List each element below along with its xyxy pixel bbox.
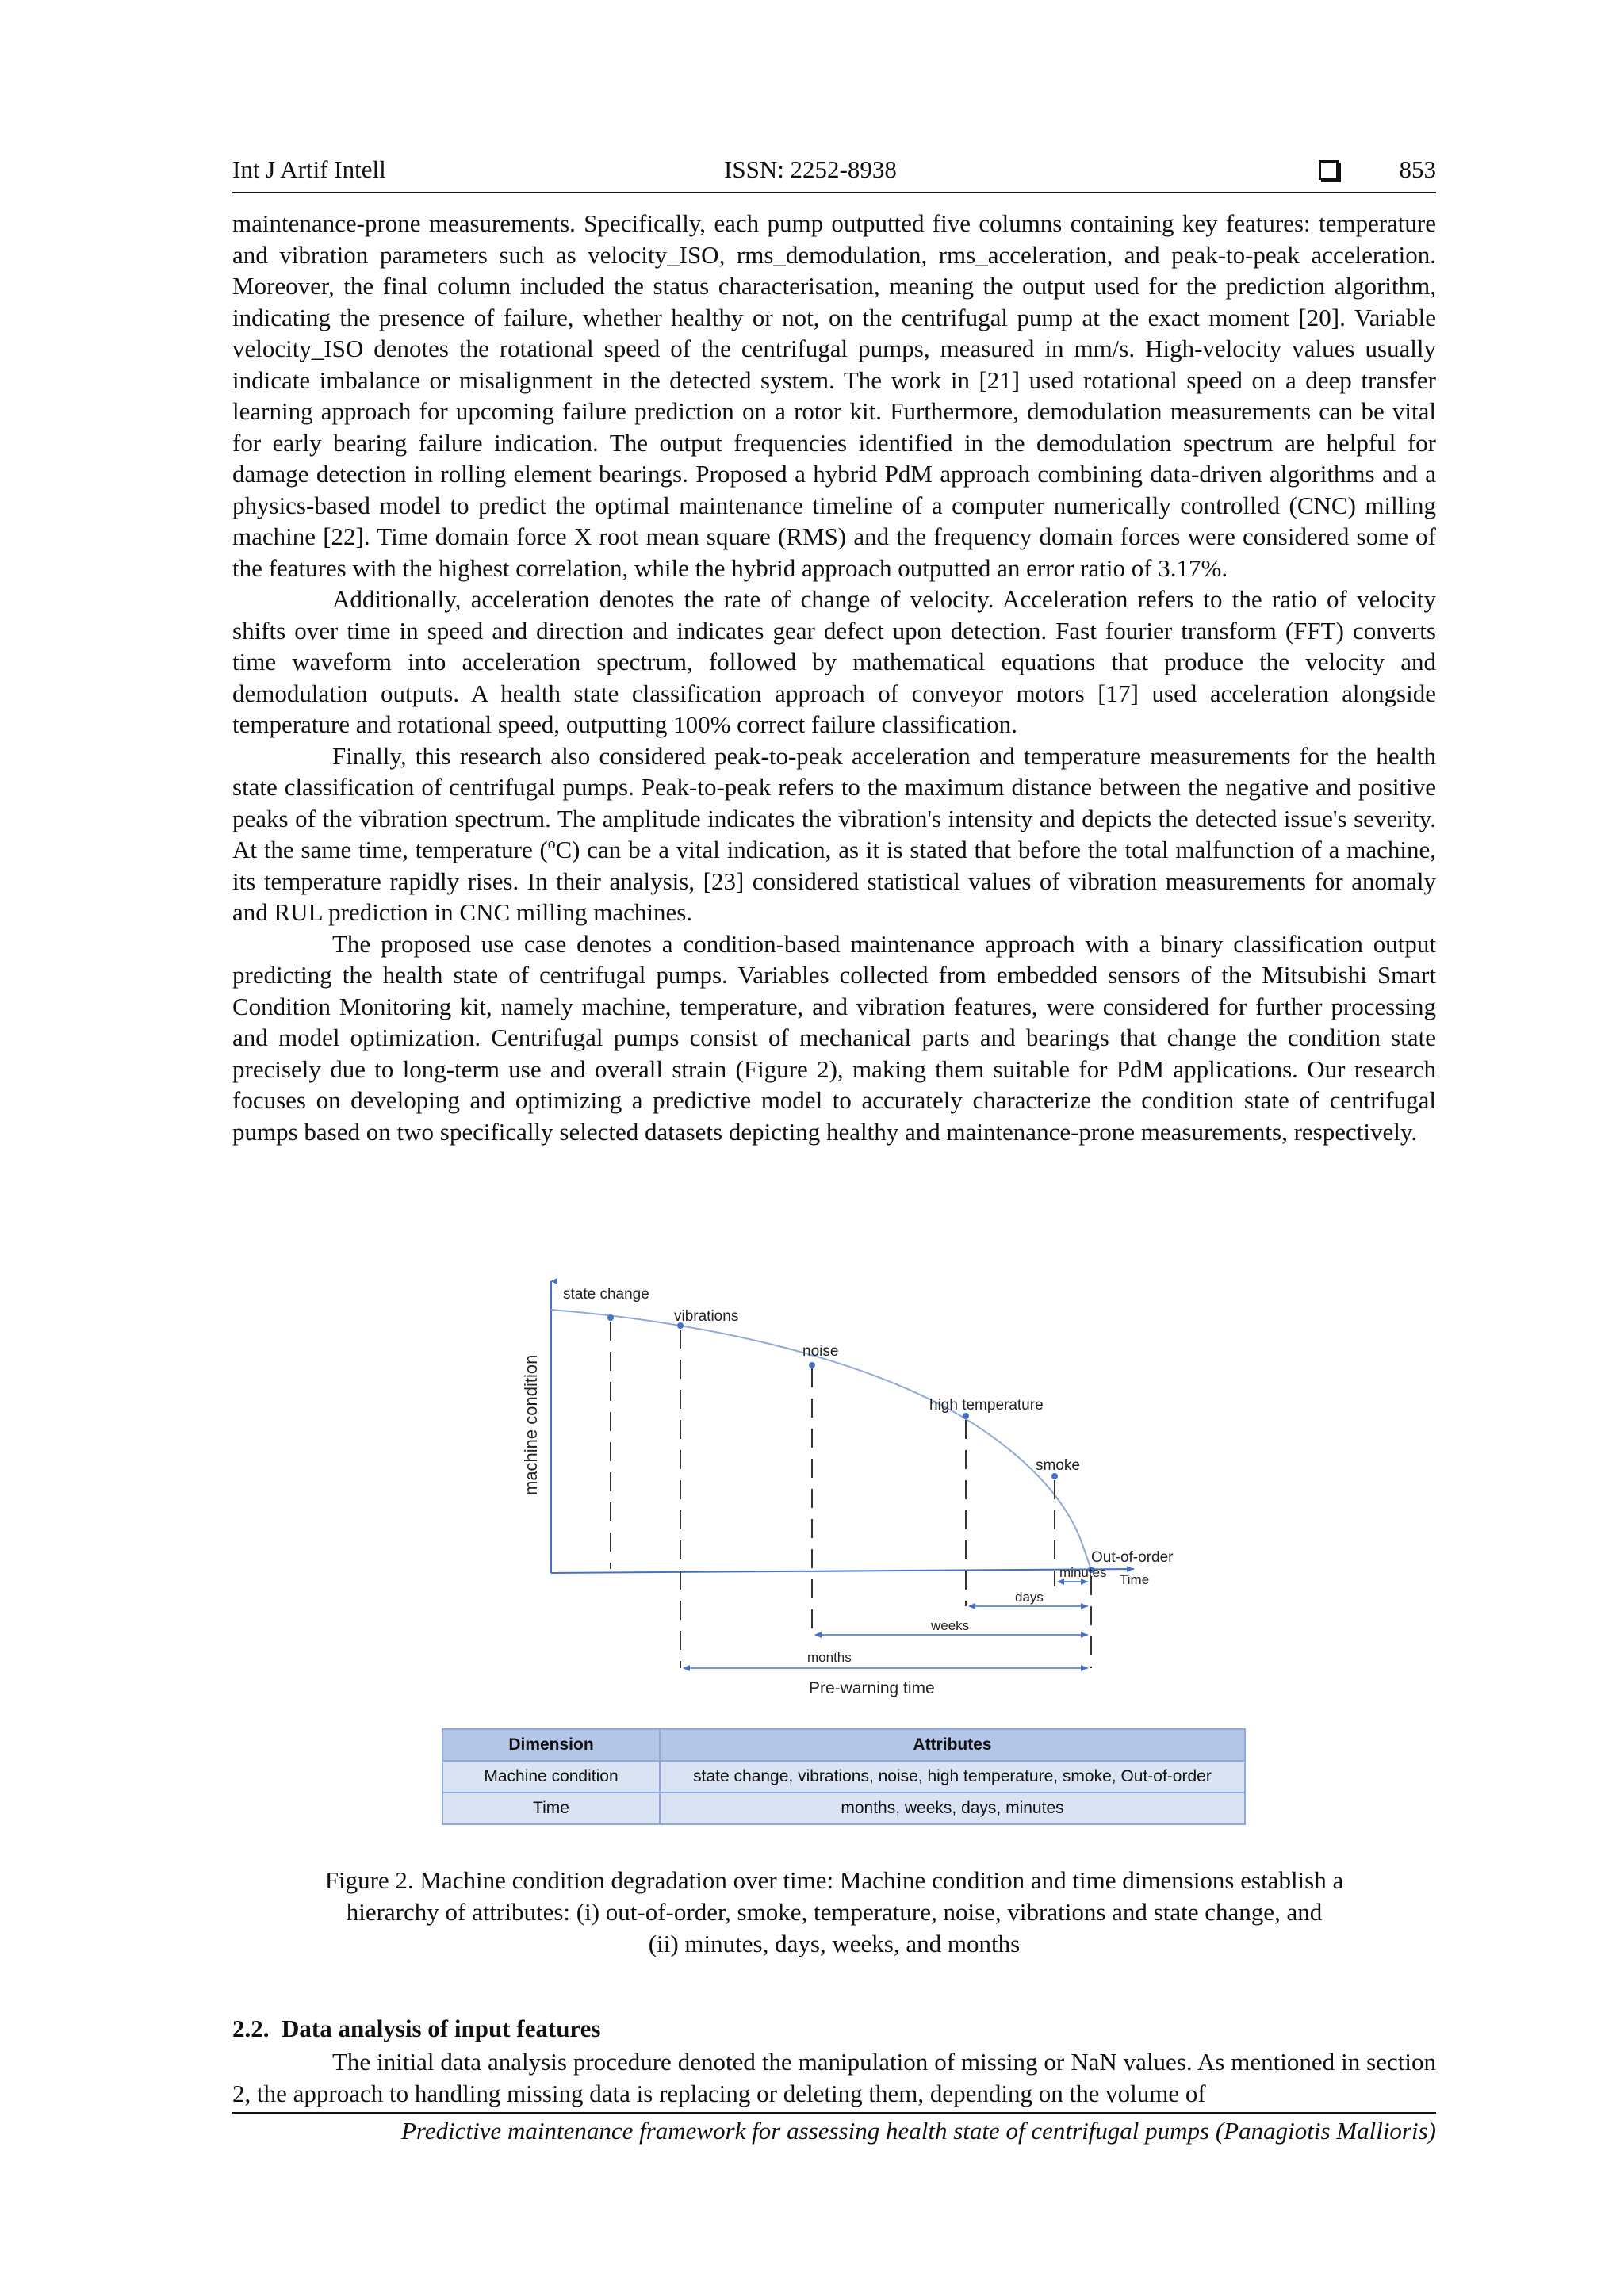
page-number: 853 [1399,155,1436,183]
label-out-of-order: Out-of-order [1091,1549,1174,1566]
paragraph-2: Additionally, acceleration denotes the rate of change of velocity. Acceleration refers to the ratio of velocity shifts over time in speed and direction and indicates gear defect upon detection. Fast fourier transform (FFT) converts time waveform into acceleration spectrum, followed by mathematical equations that produce the velocity and demodulation outputs. A health state classification approach of conveyor motors [17] used acceleration alongside temperature and rotational speed, outputting 100% correct failure classification. [232,585,1436,738]
running-header [232,155,1436,193]
paragraph-1: maintenance-prone measurements. Specifically, each pump outputted five columns containing key features: temperature and vibration parameters such as velocity_ISO, rms_demodulation, rms_acceleration, and peak-to-peak acceleration. Moreover, the final column included the status characterisation, meaning the output used for the prediction algorithm, indicating the presence of failure, whether healthy or not, on the centrifugal pump at the exact moment [20]. Variable velocity_ISO denotes the rotational speed of the centrifugal pumps, measured in mm/s. High-velocity values usually indicate imbalance or misalignment in the detected system. The work in [21] used rotational speed on a deep transfer learning approach for upcoming failure prediction on a rotor kit. Furthermore, demodulation measurements can be vital for early bearing failure indication. The output frequencies identified in the demodulation spectrum are helpful for damage detection in rolling element bearings. Proposed a hybrid PdM approach combining data-driven algorithms and a physics-based model to predict the optimal maintenance timeline of a computer numerically controlled (CNC) milling machine [22]. Time domain force X root mean square (RMS) and the frequency domain forces were considered some of the features with the highest correlation, while the hybrid approach outputted an error ratio of 3.17%. [232,209,1436,582]
caption-line: hierarchy of attributes: (i) out-of-order, smoke, temperature, noise, vibrations and state change, and [346,1898,1323,1926]
section-heading: 2.2. Data analysis of input features [232,2015,601,2042]
label-high-temperature: high temperature [929,1397,1044,1414]
table-cell: months, weeks, days, minutes [660,1793,1245,1824]
square-bullet-icon [1319,160,1339,180]
label-state-change: state change [563,1286,649,1303]
journal-name: Int J Artif Intell [232,155,386,183]
table-cell: state change, vibrations, noise, high temperature, smoke, Out-of-order [660,1761,1245,1793]
issn: ISSN: 2252-8938 [724,155,897,183]
section-body [232,2046,1436,2109]
label-smoke: smoke [1036,1457,1080,1474]
x-axis-label: Time [1120,1572,1150,1587]
caption-line: Figure 2. Machine condition degradation over time: Machine condition and time dimensions establish a [324,1866,1344,1894]
paragraph-4: The proposed use case denotes a condition-based maintenance approach with a binary classification output predicting the health state of centrifugal pumps. Variables collected from embedded sensors of the Mitsubishi Smart Condition Monitoring kit, namely machine, temperature, and vibration features, were considered for further processing and model optimization. Centrifugal pumps consist of mechanical parts and bearings that change the condition state precisely due to long-term use and overall strain (Figure 2), making them suitable for PdM applications. Our research focuses on developing and optimizing a predictive model to accurately characterize the condition state of centrifugal pumps based on two specifically selected datasets depicting healthy and maintenance-prone measurements, respectively. [232,929,1436,1146]
figure-caption [232,1865,1436,1960]
table-header-cell: Dimension [442,1729,660,1761]
table-header-row [442,1729,1245,1761]
attributes-table [442,1728,1246,1825]
table-header-cell: Attributes [660,1729,1245,1761]
point-smoke [1051,1473,1058,1479]
point-noise [809,1362,815,1368]
point-state-change [607,1314,614,1321]
body-text [232,208,1436,1147]
figure-degradation-diagram [508,1265,1221,1709]
x-axis [551,1569,1134,1573]
section-paragraph: The initial data analysis procedure denoted the manipulation of missing or NaN values. As mentioned in section 2, the approach to handling missing data is replacing or deleting them, depending on the volume of [232,2048,1436,2107]
table-row [442,1793,1245,1824]
table-cell: Time [442,1793,660,1824]
table-row [442,1761,1245,1793]
span-label-days: days [1015,1590,1044,1605]
paragraph-3: Finally, this research also considered peak-to-peak acceleration and temperature measurements for the health state classification of centrifugal pumps. Peak-to-peak refers to the maximum distance between the negative and positive peaks of the vibration spectrum. The amplitude indicates the vibration's intensity and depicts the detected issue's severity. At the same time, temperature (ºC) can be a vital indication, as it is stated that before the total malfunction of a machine, its temperature rapidly rises. In their analysis, [23] considered statistical values of vibration measurements for anomaly and RUL prediction in CNC milling machines. [232,741,1436,926]
table-cell: Machine condition [442,1761,660,1793]
running-footer: Predictive maintenance framework for assessing health state of centrifugal pumps (Panagiotis Mallioris) [400,2117,1436,2145]
label-noise: noise [802,1343,839,1360]
label-vibrations: vibrations [674,1308,739,1325]
footer-rule [232,2112,1436,2114]
span-label-weeks: weeks [931,1618,970,1633]
y-axis-label: machine condition [521,1354,541,1495]
span-label-months: months [807,1650,852,1665]
degradation-diagram [508,1265,1221,1709]
point-high-temperature [963,1413,969,1419]
pre-warning-time-label: Pre-warning time [809,1679,935,1697]
span-label-minutes: minutes [1059,1565,1107,1580]
caption-line: (ii) minutes, days, weeks, and months [648,1930,1021,1957]
